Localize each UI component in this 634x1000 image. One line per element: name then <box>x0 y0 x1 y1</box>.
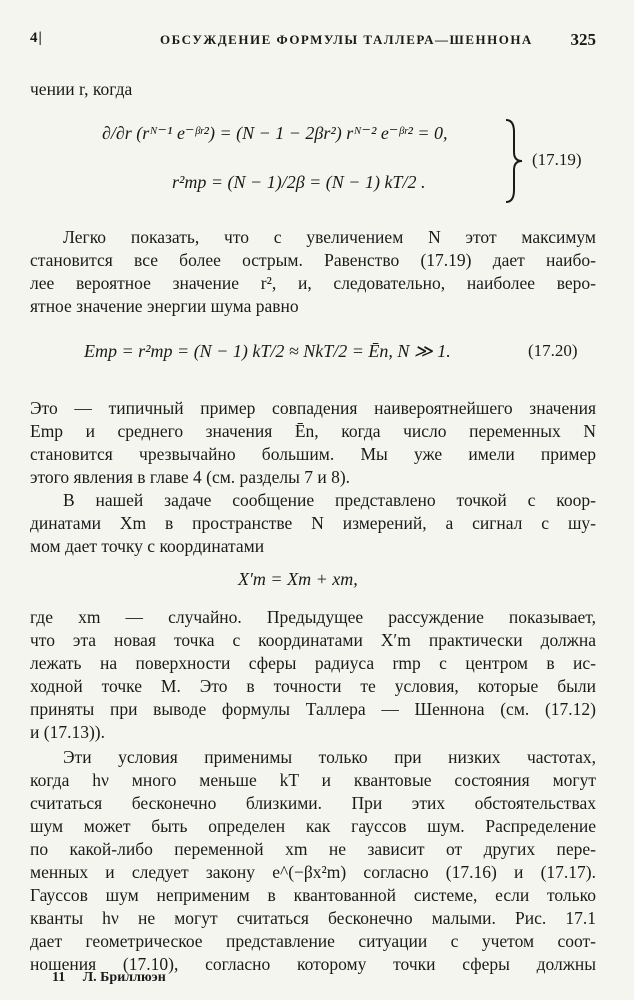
text-line: и (17.13)). <box>30 722 105 742</box>
text-line: становится все более острым. Равенство (17.19) дает наибо- <box>30 250 596 270</box>
text-line: В нашей задаче сообщение представлено точкой с коор- <box>63 490 596 510</box>
text-line: чении r, когда <box>30 79 133 99</box>
equation-17-19-line-1: ∂/∂r (rᴺ⁻¹ e⁻ᵝʳ²) = (N − 1 − 2βr²) rᴺ⁻² e⁻ᵝʳ² = 0, <box>102 123 448 143</box>
text-line: шум может быть определен как гауссов шум. Распределение <box>30 816 596 836</box>
text-line: этого явления в главе 4 (см. разделы 7 и 8). <box>30 467 351 487</box>
text-line: динатами Xm в пространстве N измерений, а сигнал с шу- <box>30 513 596 533</box>
section-number: 4| <box>30 30 43 46</box>
page-number: 325 <box>570 30 596 49</box>
text-line: Эти условия применимы только при низких частотах, <box>63 747 596 767</box>
text-line: где xm — случайно. Предыдущее рассуждение показывает, <box>30 607 596 627</box>
signature-number: 11 <box>52 970 66 985</box>
running-title: ОБСУЖДЕНИЕ ФОРМУЛЫ ТАЛЛЕРА—ШЕННОНА <box>160 32 533 47</box>
running-header <box>30 30 604 56</box>
text-line: кванты hν не могут считаться бесконечно малыми. Рис. 17.1 <box>30 908 596 928</box>
text-line: Гауссов шум неприменим в квантованной системе, если только <box>30 885 596 905</box>
text-line: приняты при выводе формулы Таллера — Шеннона (см. (17.12) <box>30 699 596 719</box>
printer-signature <box>52 970 166 986</box>
equation-coordinates: X′m = Xm + xm, <box>238 569 358 589</box>
text-line: дает геометрическое представление ситуации с учетом соот- <box>30 931 596 951</box>
equation-17-20: Emp = r²mp = (N − 1) kT/2 ≈ NkT/2 = Ēn, N ≫ 1. <box>84 341 451 361</box>
text-line: Emp и среднего значения Ēn, когда число переменных N <box>30 421 596 441</box>
text-line: становится чрезвычайно большим. Мы уже имели пример <box>30 444 596 464</box>
text-line: ходной точке M. Это в точности те условия, которые были <box>30 676 596 696</box>
text-line: что эта новая точка с координатами X′m практически должна <box>30 630 596 650</box>
text-line: Легко показать, что с увеличением N этот максимум <box>63 227 596 247</box>
equation-number-17-19: (17.19) <box>532 150 582 169</box>
equation-number-17-20: (17.20) <box>528 341 578 360</box>
text-line: Это — типичный пример совпадения наивероятнейшего значения <box>30 398 596 418</box>
text-line: ношения (17.10), согласно которому точки сферы должны <box>30 954 596 974</box>
equation-17-19-line-2: r²mp = (N − 1)/2β = (N − 1) kT/2 . <box>172 172 426 192</box>
text-line: менных и следует закону e^(−βx²m) согласно (17.16) и (17.17). <box>30 862 596 882</box>
text-line: по какой-либо переменной xm не зависит от других пере- <box>30 839 596 859</box>
text-line: когда hν много меньше kT и квантовые состояния могут <box>30 770 596 790</box>
signature-author: Л. Бриллюэн <box>82 970 166 985</box>
text-line: ятное значение энергии шума равно <box>30 296 299 316</box>
right-brace-icon <box>502 118 524 204</box>
text-line: лежать на поверхности сферы радиуса rmp с центром в ис- <box>30 653 596 673</box>
text-line: лее вероятное значение r², и, следовательно, наиболее веро- <box>30 273 596 293</box>
text-line: считаться бесконечно близкими. При этих обстоятельствах <box>30 793 596 813</box>
text-line: мом дает точку с координатами <box>30 536 265 556</box>
